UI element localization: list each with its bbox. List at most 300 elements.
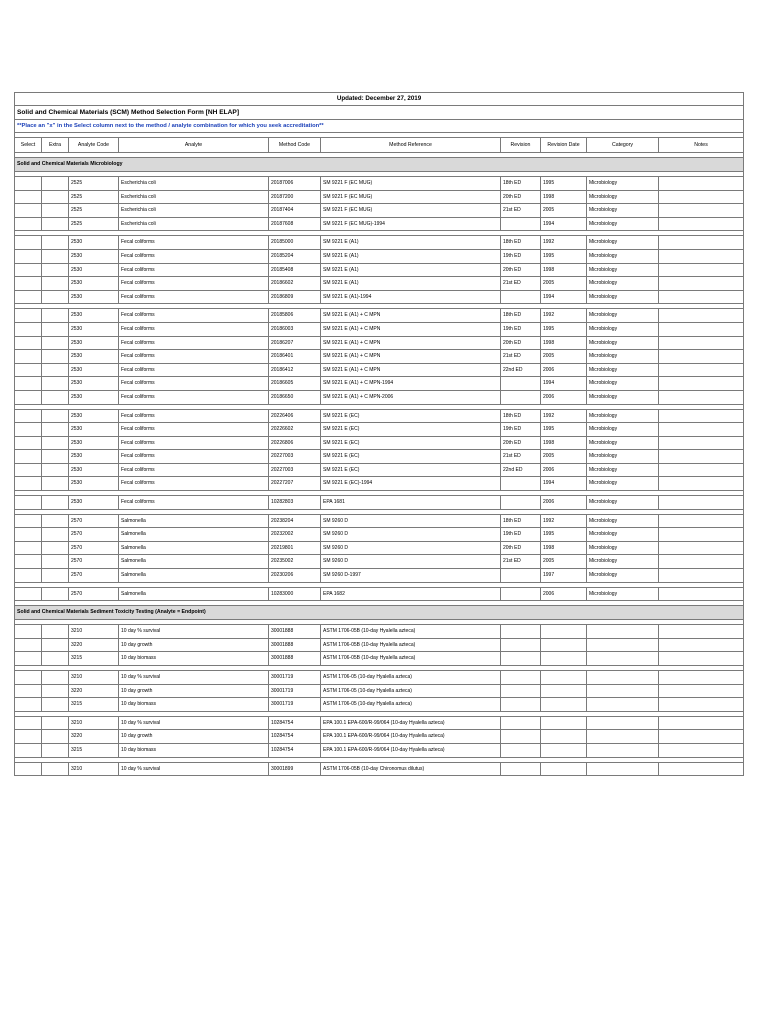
table-row — [15, 249, 744, 263]
revision-date-cell — [541, 730, 587, 744]
table-row — [15, 716, 744, 730]
table-row — [15, 528, 744, 542]
method-reference-cell: SM 9260 D — [321, 514, 501, 528]
method-code-cell: 20185204 — [269, 249, 321, 263]
extra-cell[interactable] — [42, 671, 69, 685]
notes-cell[interactable] — [659, 217, 744, 231]
revision-date-cell: 1998 — [541, 541, 587, 555]
table-row — [15, 204, 744, 218]
revision-cell — [501, 496, 541, 510]
analyte-cell: 10 day growth — [119, 730, 269, 744]
select-cell[interactable] — [15, 730, 42, 744]
analyte-code-cell: 2570 — [69, 569, 119, 583]
notes-cell[interactable] — [659, 236, 744, 250]
method-reference-cell: SM 9221 E (A1) + C MPN — [321, 322, 501, 336]
table-row — [15, 236, 744, 250]
method-reference-cell: SM 9221 E (EC) — [321, 409, 501, 423]
method-reference-cell: SM 9221 E (A1) + C MPN-2006 — [321, 390, 501, 404]
notes-cell[interactable] — [659, 569, 744, 583]
analyte-code-cell: 2525 — [69, 217, 119, 231]
method-code-cell: 20232002 — [269, 528, 321, 542]
revision-cell: 21st ED — [501, 204, 541, 218]
extra-cell[interactable] — [42, 477, 69, 491]
analyte-code-cell: 3220 — [69, 638, 119, 652]
table-row — [15, 496, 744, 510]
instructions-row — [15, 120, 744, 133]
revision-date-cell: 1992 — [541, 409, 587, 423]
revision-date-cell: 2006 — [541, 587, 587, 601]
select-cell[interactable] — [15, 190, 42, 204]
select-cell[interactable] — [15, 555, 42, 569]
revision-date-cell: 1995 — [541, 322, 587, 336]
method-reference-cell: SM 9221 E (A1) — [321, 249, 501, 263]
notes-cell[interactable] — [659, 336, 744, 350]
select-cell[interactable] — [15, 236, 42, 250]
analyte-cell: Salmonella — [119, 587, 269, 601]
notes-cell[interactable] — [659, 322, 744, 336]
table-row — [15, 730, 744, 744]
extra-cell[interactable] — [42, 263, 69, 277]
select-cell[interactable] — [15, 309, 42, 323]
method-reference-cell: EPA 100.1 EPA-600/R-99/064 (10-day Hyalella azteca) — [321, 743, 501, 757]
method-code-cell: 20186207 — [269, 336, 321, 350]
revision-date-cell: 2006 — [541, 496, 587, 510]
revision-cell: 18th ED — [501, 177, 541, 191]
revision-cell — [501, 716, 541, 730]
revision-date-cell: 1992 — [541, 236, 587, 250]
table-row — [15, 363, 744, 377]
extra-cell[interactable] — [42, 204, 69, 218]
method-reference-cell: SM 9260 D-1997 — [321, 569, 501, 583]
extra-cell[interactable] — [42, 684, 69, 698]
notes-cell[interactable] — [659, 350, 744, 364]
analyte-code-cell: 2530 — [69, 322, 119, 336]
analyte-code-cell: 2570 — [69, 587, 119, 601]
revision-cell — [501, 638, 541, 652]
revision-cell: 19th ED — [501, 528, 541, 542]
select-cell[interactable] — [15, 363, 42, 377]
revision-date-cell: 1994 — [541, 477, 587, 491]
select-cell[interactable] — [15, 514, 42, 528]
extra-cell[interactable] — [42, 541, 69, 555]
select-cell[interactable] — [15, 436, 42, 450]
notes-cell[interactable] — [659, 652, 744, 666]
table-row — [15, 671, 744, 685]
category-cell — [587, 625, 659, 639]
extra-cell[interactable] — [42, 625, 69, 639]
select-cell[interactable] — [15, 528, 42, 542]
analyte-cell: Fecal coliforms — [119, 377, 269, 391]
method-code-cell: 20186412 — [269, 363, 321, 377]
method-reference-cell: ASTM 1706-05 (10-day Hyalella azteca) — [321, 684, 501, 698]
analyte-cell: 10 day biomass — [119, 698, 269, 712]
select-cell[interactable] — [15, 336, 42, 350]
revision-cell — [501, 290, 541, 304]
extra-cell[interactable] — [42, 730, 69, 744]
revision-date-cell — [541, 671, 587, 685]
revision-date-cell: 2005 — [541, 350, 587, 364]
extra-cell[interactable] — [42, 514, 69, 528]
extra-cell[interactable] — [42, 249, 69, 263]
method-reference-cell: EPA 1682 — [321, 587, 501, 601]
select-cell[interactable] — [15, 377, 42, 391]
select-cell[interactable] — [15, 762, 42, 776]
analyte-cell: Fecal coliforms — [119, 363, 269, 377]
table-row — [15, 463, 744, 477]
select-cell[interactable] — [15, 569, 42, 583]
notes-cell[interactable] — [659, 423, 744, 437]
extra-cell[interactable] — [42, 587, 69, 601]
category-cell: Microbiology — [587, 277, 659, 291]
extra-cell[interactable] — [42, 698, 69, 712]
notes-cell[interactable] — [659, 263, 744, 277]
method-code-cell: 20187608 — [269, 217, 321, 231]
notes-cell[interactable] — [659, 177, 744, 191]
extra-cell[interactable] — [42, 309, 69, 323]
revision-date-cell: 1997 — [541, 569, 587, 583]
table-row — [15, 290, 744, 304]
notes-cell[interactable] — [659, 390, 744, 404]
extra-cell[interactable] — [42, 716, 69, 730]
analyte-code-cell: 2530 — [69, 249, 119, 263]
revision-date-cell: 2006 — [541, 390, 587, 404]
analyte-code-cell: 2530 — [69, 423, 119, 437]
select-cell[interactable] — [15, 716, 42, 730]
revision-cell — [501, 625, 541, 639]
method-code-cell: 20186602 — [269, 277, 321, 291]
analyte-code-cell: 2570 — [69, 528, 119, 542]
extra-cell[interactable] — [42, 236, 69, 250]
revision-cell — [501, 217, 541, 231]
notes-cell[interactable] — [659, 698, 744, 712]
revision-date-cell: 1995 — [541, 249, 587, 263]
method-reference-cell: SM 9221 E (A1) — [321, 236, 501, 250]
table-row — [15, 638, 744, 652]
select-cell[interactable] — [15, 671, 42, 685]
extra-cell[interactable] — [42, 555, 69, 569]
revision-cell — [501, 587, 541, 601]
method-code-cell: 20186401 — [269, 350, 321, 364]
analyte-code-cell: 2570 — [69, 514, 119, 528]
analyte-cell: Fecal coliforms — [119, 423, 269, 437]
select-cell[interactable] — [15, 204, 42, 218]
section-title: Solid and Chemical Materials Sediment Toxicity Testing (Analyte = Endpoint) — [15, 606, 744, 620]
table-row — [15, 377, 744, 391]
header-select: Select — [15, 138, 42, 153]
method-code-cell: 20186605 — [269, 377, 321, 391]
analyte-code-cell: 3215 — [69, 652, 119, 666]
analyte-cell: 10 day growth — [119, 638, 269, 652]
header-method-code: Method Code — [269, 138, 321, 153]
table-row — [15, 514, 744, 528]
extra-cell[interactable] — [42, 463, 69, 477]
analyte-code-cell: 2525 — [69, 190, 119, 204]
extra-cell[interactable] — [42, 528, 69, 542]
table-row — [15, 450, 744, 464]
select-cell[interactable] — [15, 177, 42, 191]
revision-date-cell: 1995 — [541, 528, 587, 542]
extra-cell[interactable] — [42, 450, 69, 464]
notes-cell[interactable] — [659, 671, 744, 685]
method-code-cell: 20226602 — [269, 423, 321, 437]
select-cell[interactable] — [15, 477, 42, 491]
extra-cell[interactable] — [42, 409, 69, 423]
select-cell[interactable] — [15, 652, 42, 666]
method-reference-cell: SM 9221 F (EC MUG) — [321, 190, 501, 204]
analyte-code-cell: 2570 — [69, 555, 119, 569]
select-cell[interactable] — [15, 350, 42, 364]
analyte-code-cell: 2525 — [69, 177, 119, 191]
category-cell: Microbiology — [587, 423, 659, 437]
analyte-cell: Fecal coliforms — [119, 309, 269, 323]
notes-cell[interactable] — [659, 190, 744, 204]
revision-cell — [501, 671, 541, 685]
analyte-cell: Fecal coliforms — [119, 336, 269, 350]
notes-cell[interactable] — [659, 409, 744, 423]
category-cell — [587, 716, 659, 730]
revision-date-cell — [541, 743, 587, 757]
analyte-cell: Salmonella — [119, 555, 269, 569]
analyte-cell: Fecal coliforms — [119, 409, 269, 423]
notes-cell[interactable] — [659, 277, 744, 291]
extra-cell[interactable] — [42, 363, 69, 377]
title-row — [15, 106, 744, 120]
category-cell: Microbiology — [587, 363, 659, 377]
method-code-cell: 10284754 — [269, 743, 321, 757]
method-reference-cell: SM 9221 F (EC MUG)-1994 — [321, 217, 501, 231]
extra-cell[interactable] — [42, 322, 69, 336]
revision-cell: 18th ED — [501, 514, 541, 528]
analyte-code-cell: 3210 — [69, 671, 119, 685]
analyte-cell: Fecal coliforms — [119, 263, 269, 277]
notes-cell[interactable] — [659, 625, 744, 639]
notes-cell[interactable] — [659, 377, 744, 391]
header-revision: Revision — [501, 138, 541, 153]
method-code-cell: 20187006 — [269, 177, 321, 191]
analyte-code-cell: 2530 — [69, 463, 119, 477]
table-row — [15, 743, 744, 757]
notes-cell[interactable] — [659, 514, 744, 528]
extra-cell[interactable] — [42, 290, 69, 304]
select-cell[interactable] — [15, 463, 42, 477]
revision-cell — [501, 569, 541, 583]
revision-cell: 19th ED — [501, 249, 541, 263]
analyte-code-cell: 3220 — [69, 730, 119, 744]
method-code-cell: 30001899 — [269, 762, 321, 776]
analyte-code-cell: 2530 — [69, 377, 119, 391]
analyte-code-cell: 2530 — [69, 390, 119, 404]
select-cell[interactable] — [15, 249, 42, 263]
method-code-cell: 20230206 — [269, 569, 321, 583]
select-cell[interactable] — [15, 684, 42, 698]
notes-cell[interactable] — [659, 249, 744, 263]
method-code-cell: 20186003 — [269, 322, 321, 336]
notes-cell[interactable] — [659, 463, 744, 477]
revision-date-cell — [541, 716, 587, 730]
method-code-cell: 10284754 — [269, 730, 321, 744]
select-cell[interactable] — [15, 625, 42, 639]
category-cell: Microbiology — [587, 528, 659, 542]
category-cell: Microbiology — [587, 236, 659, 250]
table-row — [15, 436, 744, 450]
analyte-cell: Escherichia coli — [119, 204, 269, 218]
notes-cell[interactable] — [659, 436, 744, 450]
category-cell — [587, 671, 659, 685]
notes-cell[interactable] — [659, 716, 744, 730]
form-instructions: **Place an "x" in the Select column next to the method / analyte combination for which you seek accreditation** — [15, 120, 744, 133]
extra-cell[interactable] — [42, 277, 69, 291]
category-cell — [587, 684, 659, 698]
revision-cell — [501, 762, 541, 776]
analyte-code-cell: 2530 — [69, 263, 119, 277]
extra-cell[interactable] — [42, 350, 69, 364]
header-category: Category — [587, 138, 659, 153]
select-cell[interactable] — [15, 698, 42, 712]
analyte-cell: Fecal coliforms — [119, 350, 269, 364]
extra-cell[interactable] — [42, 436, 69, 450]
notes-cell[interactable] — [659, 638, 744, 652]
analyte-code-cell: 3220 — [69, 684, 119, 698]
revision-cell: 20th ED — [501, 190, 541, 204]
extra-cell[interactable] — [42, 652, 69, 666]
method-reference-cell: ASTM 1706-05B (10-day Hyalella azteca) — [321, 638, 501, 652]
method-reference-cell: ASTM 1706-05B (10-day Hyalella azteca) — [321, 652, 501, 666]
select-cell[interactable] — [15, 390, 42, 404]
method-reference-cell: ASTM 1706-05B (10-day Hyalella azteca) — [321, 625, 501, 639]
revision-date-cell: 1998 — [541, 436, 587, 450]
revision-date-cell: 1998 — [541, 190, 587, 204]
analyte-cell: 10 day % survival — [119, 625, 269, 639]
analyte-cell: Escherichia coli — [119, 177, 269, 191]
select-cell[interactable] — [15, 409, 42, 423]
table-row — [15, 390, 744, 404]
select-cell[interactable] — [15, 322, 42, 336]
select-cell[interactable] — [15, 743, 42, 757]
section-title: Solid and Chemical Materials Microbiology — [15, 158, 744, 172]
revision-date-cell: 2005 — [541, 450, 587, 464]
select-cell[interactable] — [15, 263, 42, 277]
category-cell: Microbiology — [587, 190, 659, 204]
extra-cell[interactable] — [42, 377, 69, 391]
revision-date-cell: 1994 — [541, 290, 587, 304]
category-cell: Microbiology — [587, 555, 659, 569]
revision-cell: 20th ED — [501, 336, 541, 350]
analyte-cell: Fecal coliforms — [119, 322, 269, 336]
method-reference-cell: SM 9221 E (A1) + C MPN — [321, 363, 501, 377]
analyte-code-cell: 2530 — [69, 477, 119, 491]
notes-cell[interactable] — [659, 730, 744, 744]
select-cell[interactable] — [15, 450, 42, 464]
notes-cell[interactable] — [659, 743, 744, 757]
notes-cell[interactable] — [659, 587, 744, 601]
table-row — [15, 698, 744, 712]
category-cell — [587, 652, 659, 666]
table-row — [15, 177, 744, 191]
analyte-code-cell: 2530 — [69, 309, 119, 323]
notes-cell[interactable] — [659, 290, 744, 304]
notes-cell[interactable] — [659, 684, 744, 698]
select-cell[interactable] — [15, 541, 42, 555]
method-reference-cell: SM 9221 E (A1) — [321, 277, 501, 291]
notes-cell[interactable] — [659, 309, 744, 323]
method-code-cell: 20185000 — [269, 236, 321, 250]
notes-cell[interactable] — [659, 450, 744, 464]
revision-date-cell: 2005 — [541, 204, 587, 218]
method-reference-cell: ASTM 1706-05B (10-day Chironomus dilutus) — [321, 762, 501, 776]
select-cell[interactable] — [15, 587, 42, 601]
extra-cell[interactable] — [42, 217, 69, 231]
method-reference-cell: SM 9221 E (EC) — [321, 423, 501, 437]
table-row — [15, 684, 744, 698]
method-reference-cell: EPA 100.1 EPA-600/R-99/064 (10-day Hyalella azteca) — [321, 730, 501, 744]
analyte-cell: 10 day % survival — [119, 762, 269, 776]
extra-cell[interactable] — [42, 177, 69, 191]
analyte-cell: Salmonella — [119, 541, 269, 555]
method-code-cell: 20187200 — [269, 190, 321, 204]
extra-cell[interactable] — [42, 762, 69, 776]
analyte-cell: Fecal coliforms — [119, 496, 269, 510]
select-cell[interactable] — [15, 423, 42, 437]
analyte-cell: Fecal coliforms — [119, 249, 269, 263]
table-row — [15, 587, 744, 601]
header-revision-date: Revision Date — [541, 138, 587, 153]
select-cell[interactable] — [15, 217, 42, 231]
table-row — [15, 477, 744, 491]
revision-cell — [501, 377, 541, 391]
category-cell: Microbiology — [587, 463, 659, 477]
select-cell[interactable] — [15, 290, 42, 304]
extra-cell[interactable] — [42, 743, 69, 757]
notes-cell[interactable] — [659, 496, 744, 510]
notes-cell[interactable] — [659, 541, 744, 555]
extra-cell[interactable] — [42, 336, 69, 350]
method-reference-cell: SM 9260 D — [321, 541, 501, 555]
extra-cell[interactable] — [42, 638, 69, 652]
extra-cell[interactable] — [42, 190, 69, 204]
table-row — [15, 336, 744, 350]
analyte-cell: Fecal coliforms — [119, 290, 269, 304]
method-reference-cell: SM 9221 E (A1) + C MPN-1994 — [321, 377, 501, 391]
select-cell[interactable] — [15, 496, 42, 510]
analyte-code-cell: 3215 — [69, 698, 119, 712]
method-code-cell: 20185806 — [269, 309, 321, 323]
notes-cell[interactable] — [659, 477, 744, 491]
revision-date-cell: 2006 — [541, 363, 587, 377]
category-cell: Microbiology — [587, 569, 659, 583]
revision-date-cell: 1998 — [541, 336, 587, 350]
revision-date-cell — [541, 762, 587, 776]
extra-cell[interactable] — [42, 423, 69, 437]
analyte-cell: 10 day % survival — [119, 671, 269, 685]
category-cell: Microbiology — [587, 290, 659, 304]
method-selection-sheet — [14, 92, 743, 776]
select-cell[interactable] — [15, 277, 42, 291]
extra-cell[interactable] — [42, 496, 69, 510]
revision-date-cell: 1992 — [541, 514, 587, 528]
table-row — [15, 277, 744, 291]
extra-cell[interactable] — [42, 390, 69, 404]
notes-cell[interactable] — [659, 528, 744, 542]
notes-cell[interactable] — [659, 762, 744, 776]
table-row — [15, 423, 744, 437]
method-code-cell: 20238204 — [269, 514, 321, 528]
notes-cell[interactable] — [659, 204, 744, 218]
select-cell[interactable] — [15, 638, 42, 652]
notes-cell[interactable] — [659, 555, 744, 569]
revision-cell: 22nd ED — [501, 363, 541, 377]
notes-cell[interactable] — [659, 363, 744, 377]
extra-cell[interactable] — [42, 569, 69, 583]
